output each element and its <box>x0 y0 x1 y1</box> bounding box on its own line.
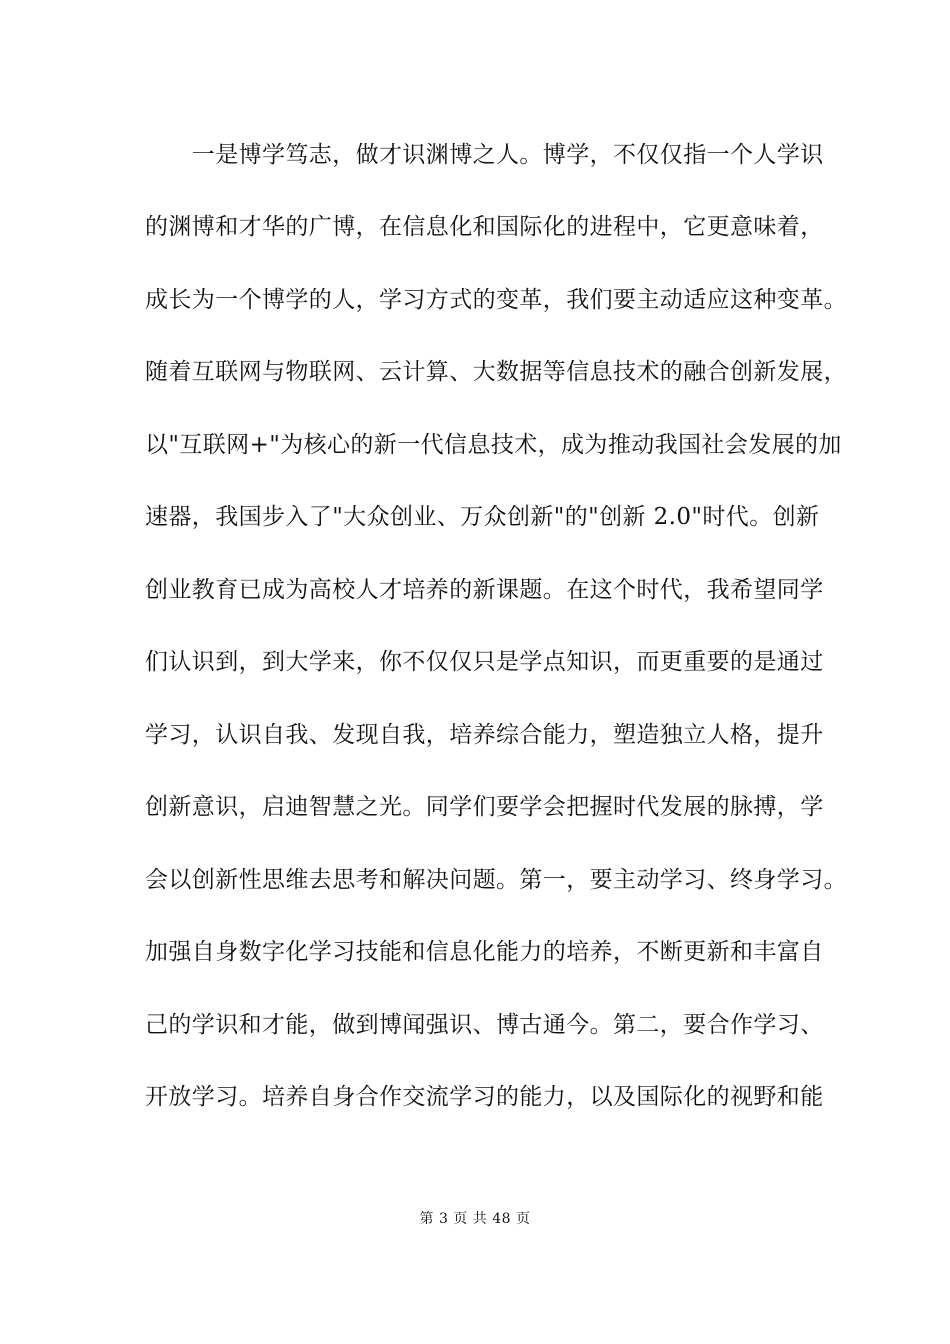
paragraph-line: 速器，我国步入了"大众创业、万众创新"的"创新 2.0"时代。创新 <box>145 504 820 530</box>
paragraph-line: 成长为一个博学的人，学习方式的变革，我们要主动适应这种变革。 <box>145 287 847 313</box>
paragraph-line: 加强自身数字化学习技能和信息化能力的培养，不断更新和丰富自 <box>145 939 824 965</box>
page-footer <box>0 1208 950 1228</box>
paragraph-line: 的渊博和才华的广博，在信息化和国际化的进程中，它更意味着， <box>145 214 824 240</box>
paragraph-line: 以"互联网+"为核心的新一代信息技术，成为推动我国社会发展的加 <box>145 432 842 458</box>
paragraph-line: 创新意识，启迪智慧之光。同学们要学会把握时代发展的脉搏，学 <box>145 794 824 820</box>
page-number: 第 3 页 共 48 页 <box>419 1211 531 1227</box>
paragraph-line: 一是博学笃志，做才识渊博之人。博学，不仅仅指一个人学识 <box>145 142 824 168</box>
paragraph-line: 创业教育已成为高校人才培养的新课题。在这个时代，我希望同学 <box>145 577 824 603</box>
paragraph-line: 随着互联网与物联网、云计算、大数据等信息技术的融合创新发展， <box>145 359 847 385</box>
paragraph-line: 开放学习。培养自身合作交流学习的能力，以及国际化的视野和能 <box>145 1084 824 1110</box>
paragraph-line: 学习，认识自我、发现自我，培养综合能力，塑造独立人格，提升 <box>145 722 824 748</box>
paragraph-line: 们认识到，到大学来，你不仅仅只是学点知识，而更重要的是通过 <box>145 649 824 675</box>
paragraph-line: 己的学识和才能，做到博闻强识、博古通今。第二，要合作学习、 <box>145 1012 824 1038</box>
paragraph-line: 会以创新性思维去思考和解决问题。第一，要主动学习、终身学习。 <box>145 867 847 893</box>
